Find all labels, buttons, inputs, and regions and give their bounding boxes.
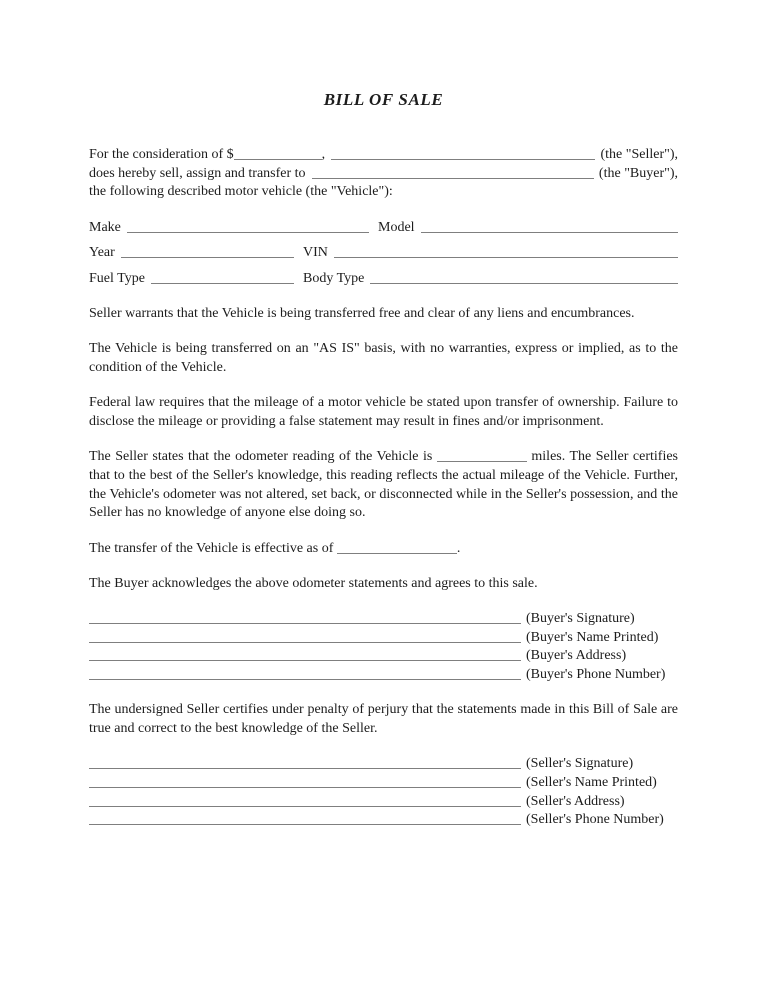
buyer-address-row <box>89 647 678 666</box>
vehicle-details-section <box>89 219 678 289</box>
transfer-prefix-text: The transfer of the Vehicle is effective as of <box>89 540 334 556</box>
seller-name-printed-field[interactable] <box>89 786 521 788</box>
transfer-suffix-text: . <box>456 540 461 556</box>
seller-name-printed-row <box>89 774 678 793</box>
consideration-amount-field[interactable] <box>234 158 322 160</box>
transfer-to-line <box>89 165 678 184</box>
effective-date-field[interactable] <box>337 553 457 554</box>
seller-address-label: (Seller's Address) <box>526 793 625 809</box>
seller-certification-paragraph: The undersigned Seller certifies under penalty of perjury that the statements made in this Bill of Sale are true and correct to the best knowledge of the Seller. <box>89 702 678 736</box>
buyer-signature-row <box>89 610 678 629</box>
consideration-line <box>89 146 678 165</box>
year-vin-row <box>89 244 678 263</box>
buyer-suffix-text: (the "Buyer"), <box>598 165 678 181</box>
seller-signature-section <box>89 755 678 830</box>
seller-phone-row <box>89 811 678 830</box>
seller-address-row <box>89 793 678 812</box>
buyer-phone-row <box>89 666 678 685</box>
model-label: Model <box>378 219 415 235</box>
vin-field[interactable] <box>334 256 678 258</box>
seller-suffix-text: (the "Seller"), <box>600 147 678 162</box>
seller-address-field[interactable] <box>89 805 521 807</box>
make-field[interactable] <box>127 231 369 233</box>
federal-law-paragraph: Federal law requires that the mileage of a motor vehicle be stated upon transfer of ownership. Failure to disclose the mileage or providing a false statement may result in fines and/or imprisonment. <box>89 395 678 430</box>
make-label: Make <box>89 219 121 235</box>
intro-section <box>89 146 678 202</box>
transfer-date-paragraph <box>89 540 678 559</box>
fuel-body-row <box>89 270 678 289</box>
seller-signature-row <box>89 755 678 774</box>
buyer-name-printed-label: (Buyer's Name Printed) <box>526 629 659 645</box>
seller-name-printed-label: (Seller's Name Printed) <box>526 774 657 790</box>
model-field[interactable] <box>421 231 678 233</box>
liens-paragraph: Seller warrants that the Vehicle is being transferred free and clear of any liens and encumbrances. <box>89 306 635 322</box>
buyer-signature-label: (Buyer's Signature) <box>526 610 635 626</box>
buyer-name-printed-field[interactable] <box>89 641 521 643</box>
buyer-address-field[interactable] <box>89 659 521 661</box>
body-type-label: Body Type <box>303 271 365 287</box>
buyer-signature-field[interactable] <box>89 622 521 624</box>
vehicle-intro-line: the following described motor vehicle (the "Vehicle"): <box>89 184 393 200</box>
buyer-acknowledgement-paragraph: The Buyer acknowledges the above odometer statements and agrees to this sale. <box>89 575 538 591</box>
document-title: BILL OF SALE <box>323 90 444 109</box>
odometer-prefix-text: The Seller states that the odometer reading of the Vehicle is <box>89 449 433 465</box>
odometer-reading-field[interactable] <box>437 461 527 462</box>
odometer-paragraph <box>89 448 678 523</box>
seller-phone-label: (Seller's Phone Number) <box>526 812 664 828</box>
buyer-phone-label: (Buyer's Phone Number) <box>526 667 666 683</box>
year-field[interactable] <box>121 256 294 258</box>
buyer-signature-section <box>89 610 678 685</box>
fuel-type-field[interactable] <box>151 282 294 284</box>
seller-signature-label: (Seller's Signature) <box>526 756 634 772</box>
buyer-address-label: (Buyer's Address) <box>526 648 627 664</box>
fuel-type-label: Fuel Type <box>89 271 145 287</box>
transfer-prefix-text: does hereby sell, assign and transfer to <box>89 165 306 181</box>
consideration-prefix-text: For the consideration of $ <box>89 147 234 162</box>
comma-text: , <box>321 147 326 162</box>
buyer-name-field[interactable] <box>312 177 594 179</box>
odometer-suffix-text: miles. The Seller certifies that to the best of the Seller's knowledge, this reading reflects the actual mileage of the Vehicle. Further, the Vehicle's odometer was not altered, set back, or disconnected while in the Seller's possession, and the Seller has no knowledge of anyone else doing so. <box>89 449 679 521</box>
seller-phone-field[interactable] <box>89 823 521 825</box>
make-model-row <box>89 219 678 238</box>
seller-signature-field[interactable] <box>89 767 521 769</box>
as-is-paragraph: The Vehicle is being transferred on an "AS IS" basis, with no warranties, express or implied, as to the condition of the Vehicle. <box>89 341 678 376</box>
seller-name-field[interactable] <box>331 158 595 160</box>
year-label: Year <box>89 245 115 261</box>
vin-label: VIN <box>303 245 328 261</box>
body-type-field[interactable] <box>370 282 678 284</box>
buyer-name-printed-row <box>89 629 678 648</box>
buyer-phone-field[interactable] <box>89 678 521 680</box>
